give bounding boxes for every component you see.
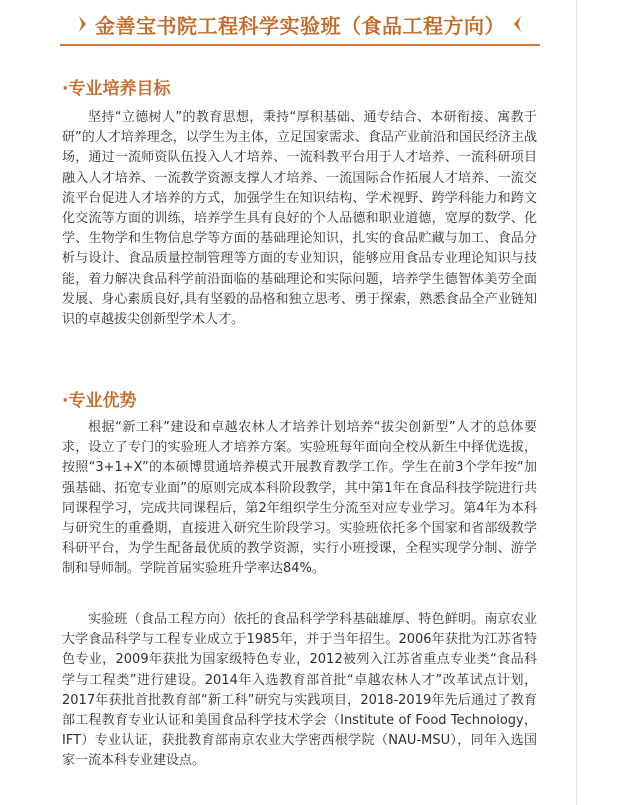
section-heading-goals: ·专业培养目标	[62, 79, 171, 99]
advantages-paragraph-2: 实验班（食品工程方向）依托的食品科学学科基础雄厚、特色鲜明。南京农业大学食品科学与工程专业成立于1985年，并于当年招生。2006年获批为江苏省特色专业，2009年获批为国家级特色专业，2012被列入江苏省重点专业类“食品科学与工程类”进行建设。2014年入选教育部首批“卓越农林人才”改革试点计划，2017年获批首批教育部“新工科”研究与实践项目，2018-2019年先后通过了教育部工程教育专业认证和美国食品科学技术学会（Institute of Food Technology，IFT）专业认证，获批教育部南京农业大学密西根学院（NAU-MSU），同年入选国家一流本科专业建设点。	[62, 612, 537, 769]
page-header	[60, 6, 540, 42]
right-ornament-icon	[513, 15, 523, 33]
advantages-paragraph-1: 根据“新工科”建设和卓越农林人才培养计划培养“拔尖创新型”人才的总体要求，设立了专门的实验班人才培养方案。实验班每年面向全校从新生中择优选拔，按照“3+1+X”的本硕博贯通培养模式开展教育教学工作。学生在前3个学年按“加强基础、拓宽专业面”的原则完成本科阶段教学，其中第1年在食品科技学院进行共同课程学习，完成共同课程后，第2年组织学生分流至对应专业学习。第4年为本科与研究生的重叠期，直接进入研究生阶段学习。实验班依托多个国家和省部级教学科研平台，为学生配备最优质的教学资源，实行小班授课，全程实现学分制、游学制和导师制。学院首届实验班升学率达84%。	[62, 420, 537, 577]
header-divider	[60, 44, 540, 46]
page-edge-rule	[576, 0, 577, 805]
page-title: 金善宝书院工程科学实验班（食品工程方向）	[95, 13, 505, 38]
section-heading-advantages: ·专业优势	[62, 391, 137, 411]
left-ornament-icon	[77, 15, 87, 33]
goals-paragraph: 坚持“立德树人”的教育思想，秉持“厚积基础、通专结合、本研衔接、寓教于研”的人才培养理念，以学生为主体，立足国家需求、食品产业前沿和国民经济主战场，通过一流师资队伍投入人才培养、一流科教平台用于人才培养、一流科研项目融入人才培养、一流教学资源支撑人才培养、一流国际合作拓展人才培养、一流交流平台促进人才培养的方式，加强学生在知识结构、学术视野、跨学科能力和跨文化交流等方面的训练，培养学生具有良好的个人品德和职业道德，宽厚的数学、化学、生物学和生物信息学等方面的基础理论知识，扎实的食品贮藏与加工、食品分析与设计、食品质量控制管理等方面的专业知识，能够应用食品专业理论知识与技能，着力解决食品科学前沿面临的基础理论和实际问题，培养学生德智体美劳全面发展、身心素质良好,具有坚毅的品格和独立思考、勇于探索，熟悉食品全产业链知识的卓越拔尖创新型学术人才。	[62, 110, 537, 328]
